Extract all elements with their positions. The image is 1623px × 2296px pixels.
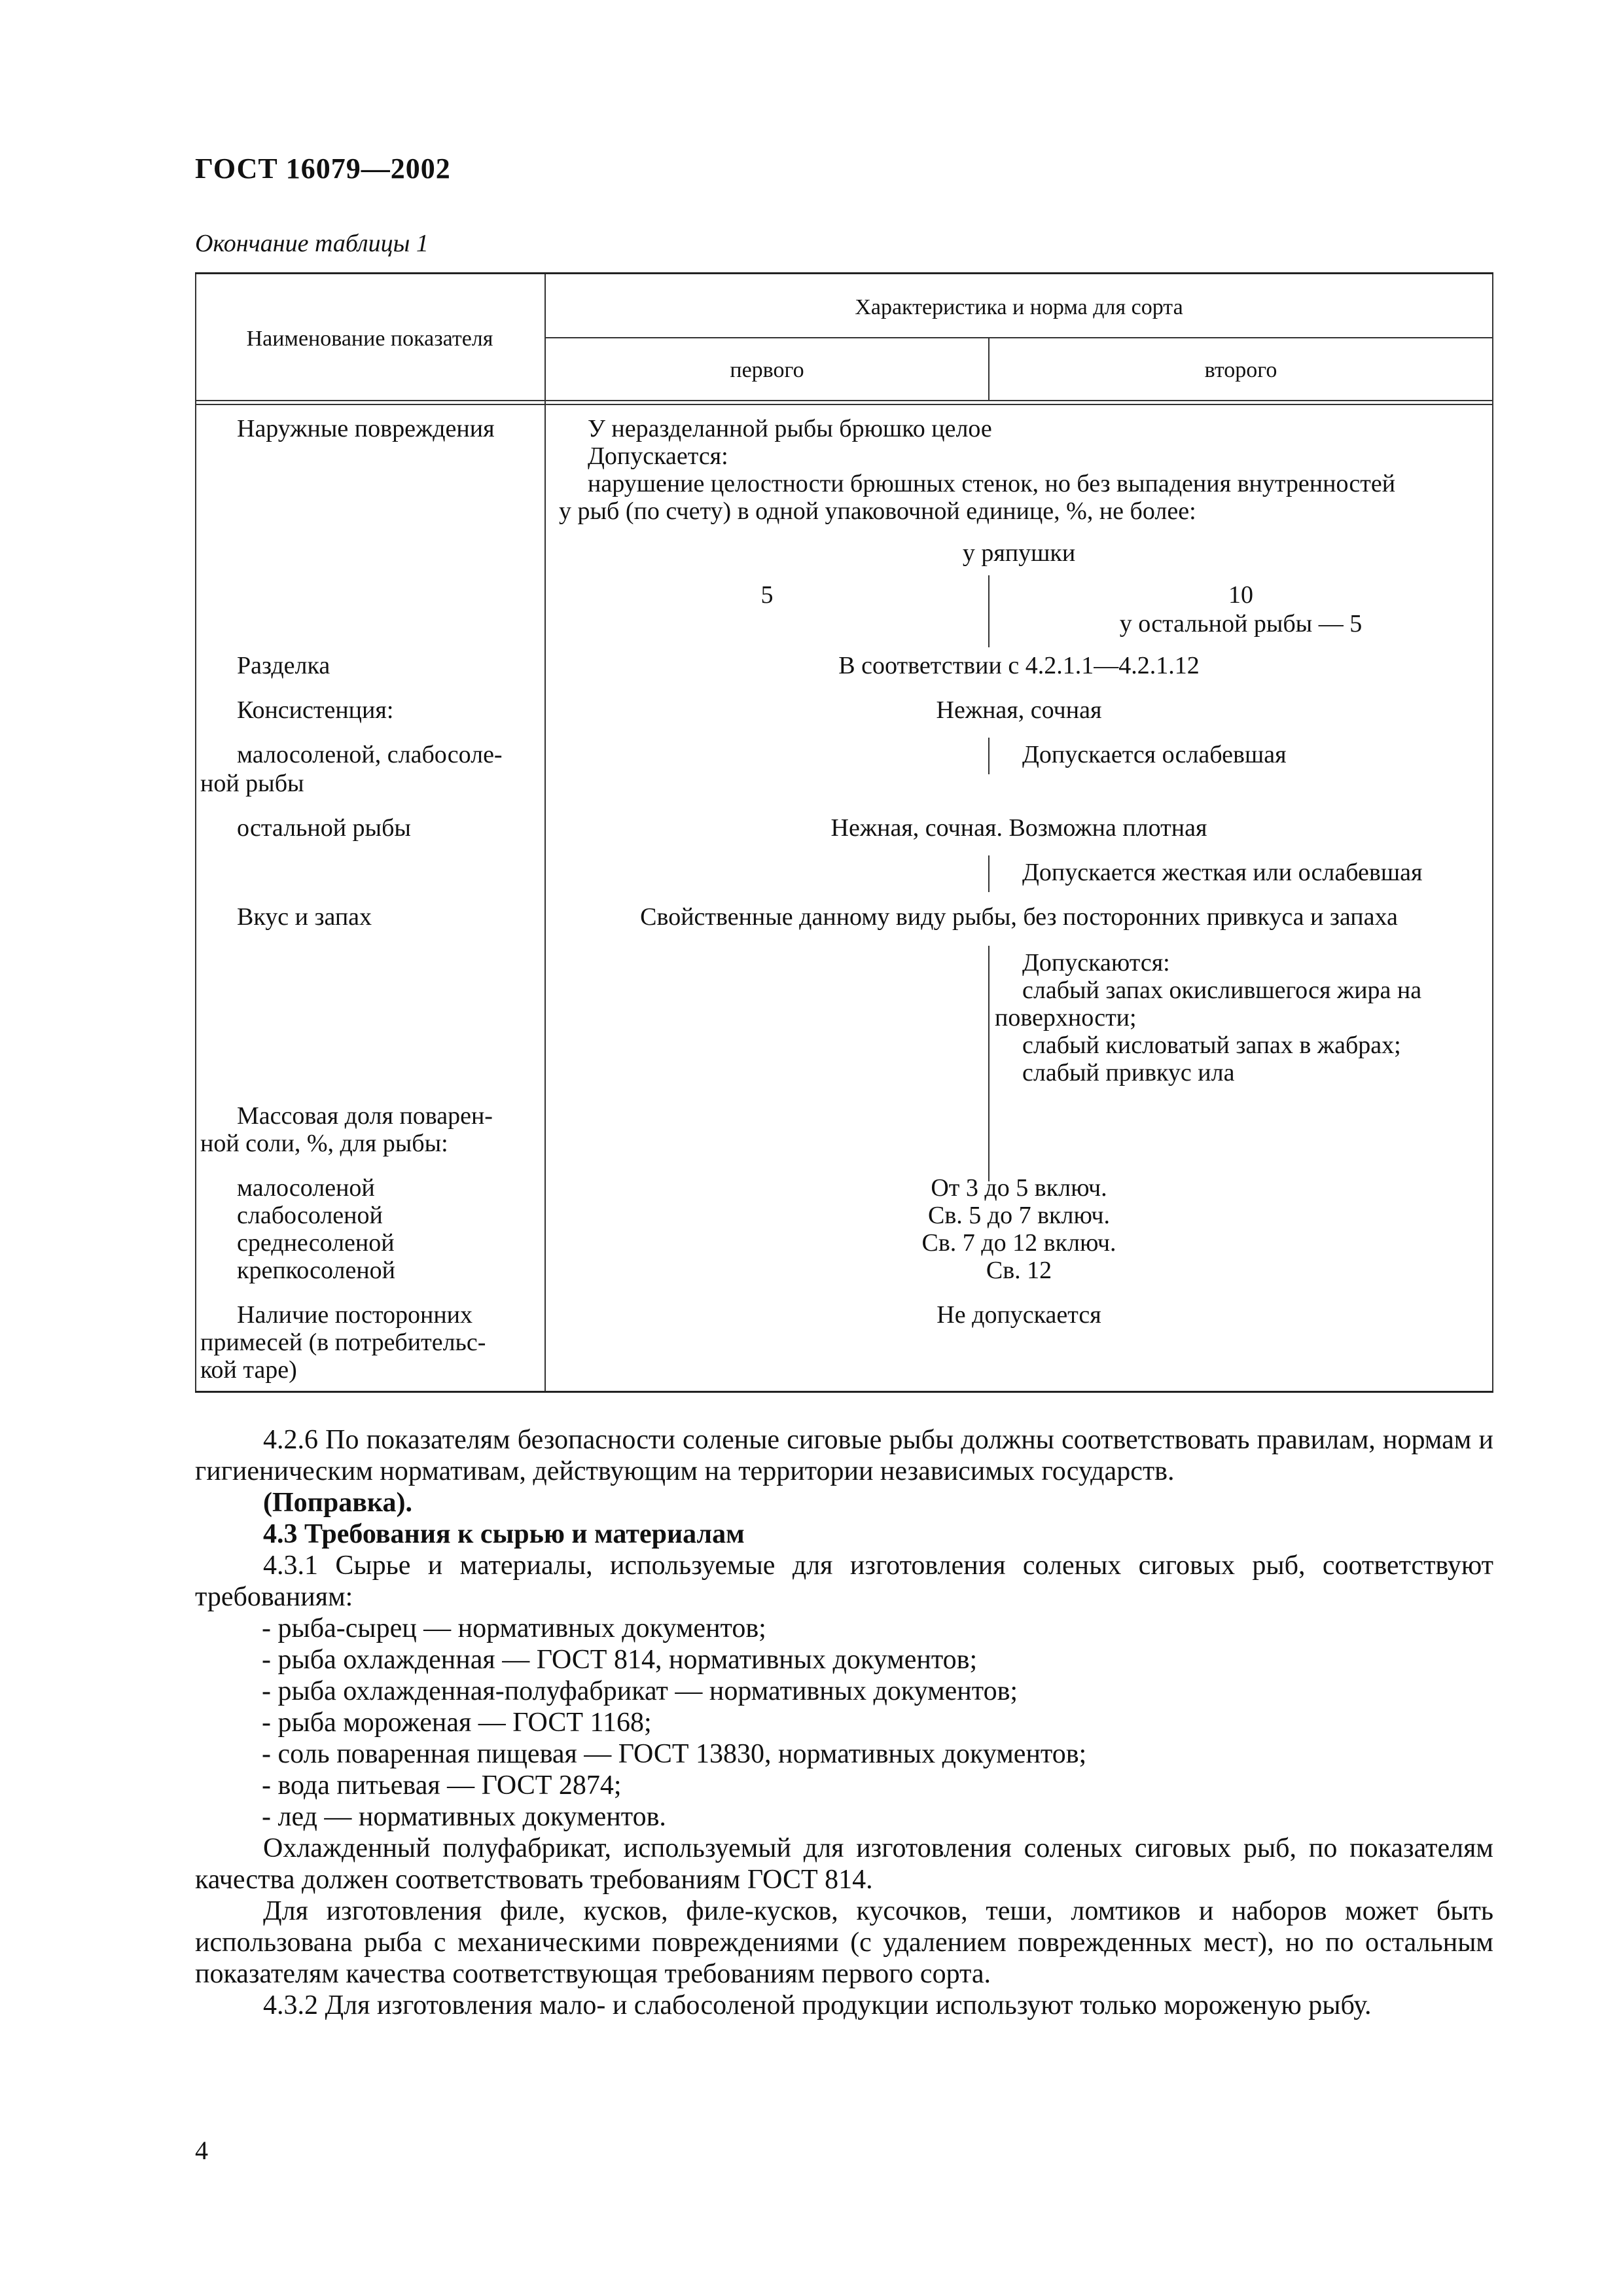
salt-r4-value: Св. 12 (986, 1257, 1052, 1284)
page-header: ГОСТ 16079—2002 (195, 152, 451, 185)
list-item: - рыба охлажденная-полуфабрикат — нормативных документов; (262, 1676, 1018, 1706)
salt-r3-value: Св. 7 до 12 включ. (921, 1229, 1116, 1257)
paragraph-4-3-2: 4.3.2 Для изготовления мало- и слабосоленой продукции используют только мороженую рыбу. (263, 1990, 1372, 2020)
paragraph-fillet: Для изготовления филе, кусков, филе-кусков, кусочков, теши, ломтиков и наборов может быть использована рыба с механическими повреждениями (с удалением поврежденных мест), но по остальным показателям качества соответствующая требованиям первого сорта. (195, 1896, 1493, 1989)
list-item: - лед — нормативных документов. (262, 1802, 666, 1832)
page-number: 4 (195, 2136, 208, 2165)
header-grade-group: Характеристика и норма для сорта (855, 295, 1183, 319)
list-item: - соль поваренная пищевая — ГОСТ 13830, нормативных документов; (262, 1739, 1087, 1769)
damage-first-value: 5 (760, 581, 774, 609)
row-impurities-name-2: примесей (в потребительс- (200, 1329, 486, 1356)
consistency-sub2-second: Допускается жесткая или ослабевшая (1022, 859, 1423, 886)
row-impurities-value: Не допускается (936, 1301, 1101, 1329)
salt-r3-name: среднесоленой (237, 1229, 395, 1257)
consistency-sub2-name: остальной рыбы (237, 814, 411, 842)
row-salt-name-1: Массовая доля поварен- (237, 1102, 493, 1130)
row-impurities-name-3: кой таре) (200, 1356, 297, 1384)
header-indicator-name: Наименование показателя (246, 327, 493, 351)
row-salt-name-2: ной соли, %, для рыбы: (200, 1130, 448, 1157)
row-cutting-value: В соответствии с 4.2.1.1—4.2.1.12 (838, 652, 1200, 679)
table-border-left (195, 274, 196, 1391)
header-bottom-line-2 (195, 404, 1493, 405)
consistency-sub1-second: Допускается ослабевшая (1022, 741, 1287, 768)
row-damage-name: Наружные повреждения (237, 415, 495, 442)
grade-divider-rest (988, 855, 990, 892)
section-heading-4-3: 4.3 Требования к сырью и материалам (263, 1519, 745, 1549)
row-impurities-name-1: Наличие посторонних (237, 1301, 473, 1329)
taste-second-4: слабый кисловатый запах в жабрах; (1022, 1031, 1401, 1059)
taste-second-2: слабый запах окислившегося жира на (1022, 977, 1422, 1004)
paragraph-semifinished: Охлажденный полуфабрикат, используемый для изготовления соленых сиговых рыб, по показателям качества должен соответствовать требованиям ГОСТ 814. (195, 1833, 1493, 1895)
row-consistency-value: Нежная, сочная (936, 696, 1102, 724)
damage-second-value: 10 (1228, 581, 1253, 609)
salt-r2-value: Св. 5 до 7 включ. (927, 1202, 1111, 1229)
taste-second-5: слабый привкус ила (1022, 1059, 1235, 1086)
grade-divider-consistency (988, 738, 990, 774)
list-item: - рыба мороженая — ГОСТ 1168; (262, 1708, 652, 1738)
header-bottom-line (195, 400, 1493, 401)
table-border-right (1492, 274, 1493, 1391)
taste-second-3: поверхности; (995, 1004, 1137, 1031)
paragraph-4-2-6: 4.2.6 По показателям безопасности соленые сиговые рыбы должны соответствовать правилам, нормам и гигиеническим нормативам, действующим на территории независимых государств. (195, 1425, 1493, 1486)
consistency-sub1-name: малосоленой, слабосоле- (237, 741, 503, 768)
quality-table (195, 272, 1493, 1393)
salt-r1-value: От 3 до 5 включ. (931, 1174, 1107, 1202)
damage-line-2: Допускается: (588, 442, 728, 470)
taste-second-1: Допускаются: (1022, 949, 1170, 977)
row-taste-name: Вкус и запах (237, 903, 372, 931)
salt-r2-name: слабосоленой (237, 1202, 383, 1229)
salt-r4-name: крепкосоленой (237, 1257, 396, 1284)
row-taste-value: Свойственные данному виду рыбы, без посторонних привкуса и запаха (640, 903, 1398, 931)
damage-second-other: у остальной рыбы — 5 (1119, 610, 1363, 637)
row-cutting-name: Разделка (237, 652, 330, 679)
consistency-sub1-name-2: ной рыбы (200, 770, 304, 797)
header-first-grade: первого (730, 358, 804, 382)
list-item: - вода питьевая — ГОСТ 2874; (262, 1770, 622, 1801)
materials-list (262, 1613, 1086, 1833)
paragraph-4-3-1: 4.3.1 Сырье и материалы, используемые для изготовления соленых сиговых рыб, соответствуют требованиям: (195, 1551, 1493, 1612)
salt-r1-name: малосоленой (237, 1174, 375, 1202)
damage-ryapushka: у ряпушки (962, 539, 1076, 567)
header-second-grade: второго (1204, 358, 1277, 382)
damage-line-4: у рыб (по счету) в одной упаковочной единице, %, не более: (559, 497, 1196, 525)
damage-line-3: нарушение целостности брюшных стенок, но без выпадения внутренностей (588, 470, 1396, 497)
table-caption: Окончание таблицы 1 (195, 230, 429, 257)
damage-line-1: У неразделанной рыбы брюшко целое (588, 415, 992, 442)
grade-divider-taste (988, 946, 990, 1181)
amendment-note: (Поправка). (263, 1488, 412, 1518)
header-divider (544, 337, 1493, 338)
row-consistency-name: Консистенция: (237, 696, 394, 724)
list-item: - рыба-сырец — нормативных документов; (262, 1613, 766, 1643)
consistency-sub2-value: Нежная, сочная. Возможна плотная (830, 814, 1207, 842)
list-item: - рыба охлажденная — ГОСТ 814, нормативных документов; (262, 1645, 978, 1675)
